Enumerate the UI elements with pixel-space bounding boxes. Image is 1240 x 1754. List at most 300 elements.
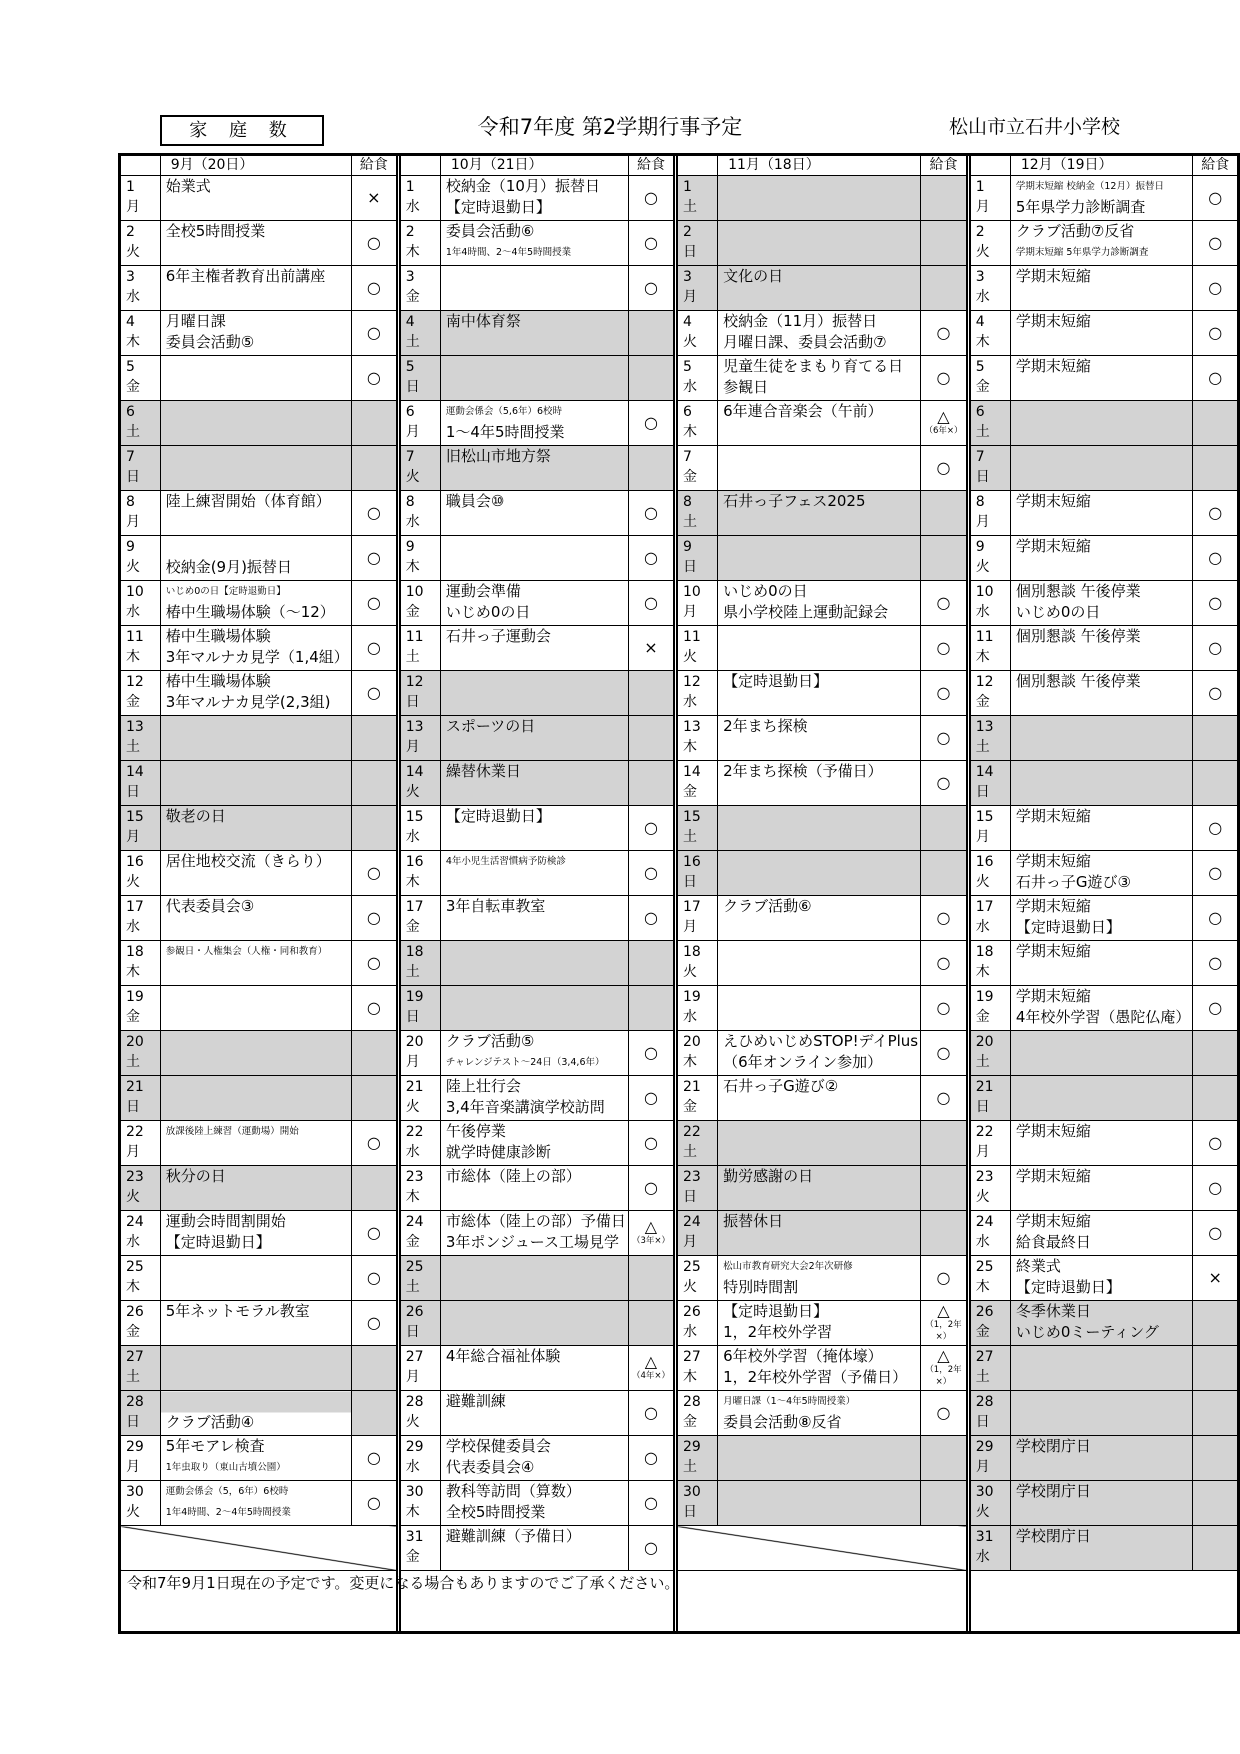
lunch-mark: ○ (1208, 188, 1223, 207)
weekday: 金 (975, 379, 990, 395)
weekday: 日 (126, 1099, 140, 1115)
lunch-cell (921, 896, 967, 941)
lunch-cell (351, 1211, 397, 1256)
schedule-body (120, 155, 1239, 1633)
day-number: 23 (682, 1169, 701, 1185)
lunch-cell (1193, 1256, 1239, 1301)
day-number: 26 (405, 1304, 424, 1320)
lunch-cell (628, 761, 674, 806)
event-cell (1010, 1391, 1193, 1436)
lunch-cell (921, 1301, 967, 1346)
event-line: 教科等訪問（算数） (445, 1482, 581, 1500)
event-cell (1010, 851, 1193, 896)
weekday: 土 (682, 829, 697, 845)
day-number: 7 (682, 449, 692, 465)
day-number: 3 (682, 269, 692, 285)
weekday: 水 (126, 919, 140, 935)
event-line: 【定時退勤日】 (1015, 918, 1121, 936)
lunch-mark: △ (937, 1301, 950, 1320)
event-line: 校納金（10月）振替日 (445, 177, 600, 195)
day-number: 5 (126, 359, 135, 375)
date-cell (400, 446, 441, 491)
lunch-mark: ○ (366, 368, 381, 387)
lunch-mark: △ (644, 1217, 658, 1236)
weekday: 水 (975, 604, 990, 620)
weekday: 土 (975, 739, 990, 755)
weekday: 水 (405, 199, 420, 215)
day-number: 4 (126, 314, 135, 330)
lunch-mark: ○ (1208, 908, 1223, 927)
event-cell (718, 1301, 921, 1346)
lunch-cell (351, 581, 397, 626)
day-number: 12 (975, 674, 994, 690)
date-cell (677, 671, 718, 716)
date-cell (970, 356, 1011, 401)
day-number: 26 (126, 1304, 144, 1320)
event-line: 放課後陸上練習（運動場）開始 (165, 1126, 299, 1137)
event-cell (160, 1076, 351, 1121)
weekday: 木 (126, 649, 140, 665)
event-line: 月曜日課、委員会活動⑦ (723, 333, 887, 351)
event-line: 学校保健委員会 (445, 1437, 551, 1455)
lunch-cell (921, 491, 967, 536)
lunch-cell (628, 446, 674, 491)
lunch-cell (921, 536, 967, 581)
event-cell (1010, 311, 1193, 356)
lunch-cell (351, 716, 397, 761)
weekday: 水 (126, 604, 140, 620)
weekday: 木 (405, 1504, 420, 1520)
day-row (120, 806, 1239, 851)
lunch-mark: ○ (1208, 323, 1223, 342)
date-cell (120, 1211, 161, 1256)
empty-cell (677, 1526, 967, 1571)
lunch-mark: ○ (936, 1268, 951, 1287)
lunch-cell (351, 311, 397, 356)
date-cell (120, 401, 161, 446)
event-cell (440, 1211, 628, 1256)
weekday: 土 (126, 739, 140, 755)
date-cell (120, 1031, 161, 1076)
event-line: 1，2年校外学習 (723, 1323, 833, 1341)
date-cell (970, 806, 1011, 851)
lunch-mark: ○ (643, 278, 658, 297)
event-cell (440, 1121, 628, 1166)
day-number: 18 (405, 944, 424, 960)
event-line: いじめ0の日 (723, 582, 808, 600)
day-number: 11 (682, 629, 701, 645)
weekday: 土 (975, 1054, 990, 1070)
event-line: 学期末短縮 (1015, 267, 1091, 285)
lunch-cell (628, 1166, 674, 1211)
event-cell (1010, 986, 1193, 1031)
weekday: 木 (405, 559, 420, 575)
lunch-cell (1193, 581, 1239, 626)
event-line: 全校5時間授業 (445, 1503, 546, 1521)
date-cell (400, 1211, 441, 1256)
event-cell (440, 716, 628, 761)
event-cell (1010, 896, 1193, 941)
lunch-cell (1193, 1391, 1239, 1436)
lunch-mark: ○ (1208, 998, 1223, 1017)
weekday: 日 (405, 379, 420, 395)
lunch-cell (628, 1211, 674, 1256)
day-number: 16 (682, 854, 701, 870)
lunch-cell (351, 1346, 397, 1391)
day-number: 30 (405, 1484, 424, 1500)
lunch-cell (1193, 851, 1239, 896)
lunch-mark: ○ (366, 683, 381, 702)
date-cell (120, 581, 161, 626)
weekday: 日 (682, 244, 697, 260)
lunch-cell (628, 1031, 674, 1076)
event-line: 学期末短縮 5年県学力診断調査 (1015, 247, 1149, 258)
event-cell (1010, 1211, 1193, 1256)
lunch-cell (921, 311, 967, 356)
weekday: 金 (975, 1324, 990, 1340)
lunch-mark: ○ (366, 233, 381, 252)
weekday: 金 (126, 1009, 140, 1025)
lunch-mark: ○ (366, 1448, 381, 1467)
event-cell (160, 1301, 351, 1346)
day-number: 11 (405, 629, 424, 645)
lunch-cell (628, 266, 674, 311)
lunch-note: （1，2年×） (925, 1320, 962, 1342)
event-cell (1010, 716, 1193, 761)
event-cell (440, 446, 628, 491)
lunch-cell (628, 491, 674, 536)
lunch-cell (1193, 356, 1239, 401)
lunch-cell (351, 806, 397, 851)
day-number: 15 (975, 809, 994, 825)
lunch-mark: ○ (643, 188, 658, 207)
date-cell (400, 941, 441, 986)
date-cell (677, 266, 718, 311)
weekday: 火 (405, 1099, 420, 1115)
event-cell (160, 491, 351, 536)
event-cell (160, 851, 351, 896)
day-number: 6 (405, 404, 415, 420)
event-cell (718, 1256, 921, 1301)
event-line: 全校5時間授業 (165, 222, 266, 240)
date-cell (677, 806, 718, 851)
day-number: 30 (126, 1484, 144, 1500)
event-line: 学期末短縮 (1015, 942, 1091, 960)
event-cell (440, 401, 628, 446)
date-cell (400, 626, 441, 671)
weekday: 金 (975, 694, 990, 710)
lunch-cell (351, 761, 397, 806)
day-row (120, 1121, 1239, 1166)
schedule-table (118, 153, 1240, 1634)
lunch-cell (628, 401, 674, 446)
lunch-cell (1193, 671, 1239, 716)
lunch-mark: ○ (643, 1088, 658, 1107)
date-cell (400, 356, 441, 401)
date-cell (120, 1121, 161, 1166)
date-cell (677, 851, 718, 896)
lunch-cell (921, 1346, 967, 1391)
weekday: 水 (405, 1144, 420, 1160)
lunch-cell (628, 536, 674, 581)
event-line: 学期末短縮 (1015, 537, 1091, 555)
weekday: 火 (126, 874, 140, 890)
weekday: 木 (682, 1369, 697, 1385)
day-number: 7 (126, 449, 135, 465)
event-cell (440, 1481, 628, 1526)
date-cell (970, 851, 1011, 896)
event-line: 敬老の日 (165, 807, 226, 825)
lunch-mark: ○ (1208, 863, 1223, 882)
lunch-mark: ○ (643, 1448, 658, 1467)
date-cell (677, 446, 718, 491)
event-cell (160, 1481, 351, 1526)
event-cell (718, 1031, 921, 1076)
day-number: 11 (126, 629, 144, 645)
date-cell (970, 1526, 1011, 1571)
event-cell (440, 491, 628, 536)
weekday: 火 (126, 559, 140, 575)
event-cell (160, 446, 351, 491)
event-cell (1010, 1166, 1193, 1211)
lunch-mark: ○ (936, 593, 951, 612)
month-header-label: 10月（21日） (440, 155, 628, 176)
date-cell (400, 671, 441, 716)
event-cell (1010, 1076, 1193, 1121)
day-number: 29 (682, 1439, 701, 1455)
event-cell (1010, 941, 1193, 986)
date-cell (970, 626, 1011, 671)
day-number: 6 (126, 404, 135, 420)
date-cell (400, 716, 441, 761)
day-number: 3 (405, 269, 415, 285)
date-cell (400, 851, 441, 896)
event-cell (718, 491, 921, 536)
day-number: 29 (975, 1439, 994, 1455)
lunch-mark: ○ (1208, 503, 1223, 522)
event-cell (1010, 1301, 1193, 1346)
date-cell (970, 1436, 1011, 1481)
date-cell (970, 1481, 1011, 1526)
lunch-cell (351, 1031, 397, 1076)
event-line: 3,4年音楽講演学校訪問 (445, 1098, 605, 1116)
weekday: 火 (682, 334, 697, 350)
event-line: 松山市教育研究大会2年次研修 (723, 1261, 853, 1272)
event-line: 5年県学力診断調査 (1015, 198, 1146, 216)
date-cell (677, 581, 718, 626)
event-line: 学校閉庁日 (1015, 1527, 1091, 1545)
weekday: 月 (405, 424, 420, 440)
weekday: 土 (126, 1369, 140, 1385)
event-line: いじめ0の日【定時退勤日】 (165, 586, 286, 597)
date-cell (120, 221, 161, 266)
lunch-mark: ○ (1208, 953, 1223, 972)
lunch-cell (628, 1346, 674, 1391)
date-cell (120, 1076, 161, 1121)
date-cell (677, 401, 718, 446)
event-cell (718, 1076, 921, 1121)
weekday: 金 (975, 1009, 990, 1025)
lunch-cell (1193, 1526, 1239, 1571)
date-cell (970, 401, 1011, 446)
lunch-cell (1193, 266, 1239, 311)
lunch-cell (921, 1436, 967, 1481)
lunch-mark: △ (937, 407, 950, 426)
day-number: 1 (682, 179, 692, 195)
event-line: 椿中生職場体験（～12） (165, 603, 335, 621)
event-cell (440, 1391, 628, 1436)
lunch-cell (921, 986, 967, 1031)
month-header-label: 11月（18日） (718, 155, 921, 176)
weekday: 木 (126, 964, 140, 980)
lunch-cell (1193, 986, 1239, 1031)
day-row (120, 356, 1239, 401)
day-number: 9 (126, 539, 135, 555)
event-line: 4年校外学習（愚陀仏庵） (1015, 1008, 1191, 1026)
weekday: 水 (405, 514, 420, 530)
event-line: 冬季休業日 (1015, 1302, 1091, 1320)
day-row (120, 266, 1239, 311)
weekday: 月 (975, 199, 990, 215)
event-cell (718, 761, 921, 806)
lunch-cell (628, 581, 674, 626)
day-number: 14 (975, 764, 994, 780)
event-cell (160, 1346, 351, 1391)
day-row (120, 1481, 1239, 1526)
event-cell (718, 446, 921, 491)
event-cell (440, 671, 628, 716)
weekday: 日 (975, 1414, 990, 1430)
weekday: 水 (975, 919, 990, 935)
footer-row (120, 1571, 1239, 1633)
date-cell (400, 1121, 441, 1166)
weekday: 金 (682, 469, 697, 485)
lunch-cell (628, 851, 674, 896)
lunch-mark: ○ (643, 863, 658, 882)
day-number: 20 (975, 1034, 994, 1050)
event-line: 【定時退勤日】 (165, 1233, 271, 1251)
lunch-cell (628, 1526, 674, 1571)
event-line: いじめ0の日 (445, 603, 531, 621)
event-line: 就学時健康診断 (445, 1143, 551, 1161)
day-row (120, 671, 1239, 716)
day-number: 12 (682, 674, 701, 690)
date-cell (400, 176, 441, 221)
date-cell (970, 266, 1011, 311)
weekday: 木 (975, 964, 990, 980)
event-cell (718, 1346, 921, 1391)
day-row (120, 536, 1239, 581)
weekday: 土 (975, 424, 990, 440)
date-cell (970, 1301, 1011, 1346)
date-cell (400, 491, 441, 536)
date-cell (970, 896, 1011, 941)
lunch-cell (1193, 446, 1239, 491)
lunch-cell (351, 1076, 397, 1121)
event-cell (1010, 1436, 1193, 1481)
day-row (120, 311, 1239, 356)
lunch-mark: ○ (1208, 1223, 1223, 1242)
day-number: 1 (405, 179, 415, 195)
event-cell (718, 1166, 921, 1211)
event-cell (440, 536, 628, 581)
lunch-cell (1193, 536, 1239, 581)
day-row (120, 851, 1239, 896)
event-cell (440, 1436, 628, 1481)
lunch-cell (351, 1481, 397, 1526)
lunch-mark: ○ (643, 548, 658, 567)
school-name: 松山市立石井小学校 (948, 116, 1120, 138)
event-cell (718, 806, 921, 851)
day-number: 19 (405, 989, 424, 1005)
event-cell (1010, 176, 1193, 221)
family-count-label: 家 庭 数 (160, 115, 324, 146)
event-line: 4年総合福祉体験 (445, 1347, 561, 1365)
month-header-blank (400, 155, 441, 176)
event-line: 運動会準備 (445, 582, 521, 600)
event-cell (1010, 266, 1193, 311)
event-cell (718, 401, 921, 446)
day-number: 4 (405, 314, 415, 330)
date-cell (400, 266, 441, 311)
date-cell (970, 941, 1011, 986)
event-cell (1010, 581, 1193, 626)
lunch-cell (351, 401, 397, 446)
lunch-cell (921, 941, 967, 986)
day-number: 22 (126, 1124, 144, 1140)
event-line: 始業式 (165, 177, 211, 195)
day-number: 21 (975, 1079, 994, 1095)
day-number: 30 (682, 1484, 701, 1500)
lunch-cell (921, 1076, 967, 1121)
event-cell (160, 626, 351, 671)
date-cell (970, 1076, 1011, 1121)
event-line: チャレンジテスト～24日（3,4,6年） (445, 1057, 605, 1068)
date-cell (970, 986, 1011, 1031)
day-number: 6 (682, 404, 692, 420)
date-cell (120, 671, 161, 716)
lunch-mark: ○ (1208, 548, 1223, 567)
lunch-cell (921, 761, 967, 806)
weekday: 水 (126, 289, 140, 305)
day-number: 22 (405, 1124, 424, 1140)
lunch-mark: ○ (366, 1493, 381, 1512)
weekday: 木 (405, 244, 420, 260)
event-line: 避難訓練（予備日） (445, 1527, 581, 1545)
day-row (120, 581, 1239, 626)
day-number: 8 (126, 494, 135, 510)
month-header-row (120, 155, 1239, 176)
event-cell (718, 896, 921, 941)
event-cell (718, 941, 921, 986)
weekday: 日 (975, 469, 990, 485)
event-cell (440, 986, 628, 1031)
lunch-mark: ○ (366, 953, 381, 972)
day-number: 14 (682, 764, 701, 780)
event-line: 代表委員会④ (445, 1458, 535, 1476)
event-cell (1010, 626, 1193, 671)
event-line: 1年4時間、2～4年5時間授業 (165, 1507, 291, 1518)
date-cell (400, 311, 441, 356)
lunch-cell (351, 941, 397, 986)
weekday: 土 (126, 1054, 140, 1070)
weekday: 火 (975, 874, 990, 890)
lunch-cell (351, 671, 397, 716)
month-header-label: 9月（20日） (160, 155, 351, 176)
day-number: 19 (682, 989, 701, 1005)
lunch-mark: ○ (366, 278, 381, 297)
lunch-cell (1193, 1436, 1239, 1481)
